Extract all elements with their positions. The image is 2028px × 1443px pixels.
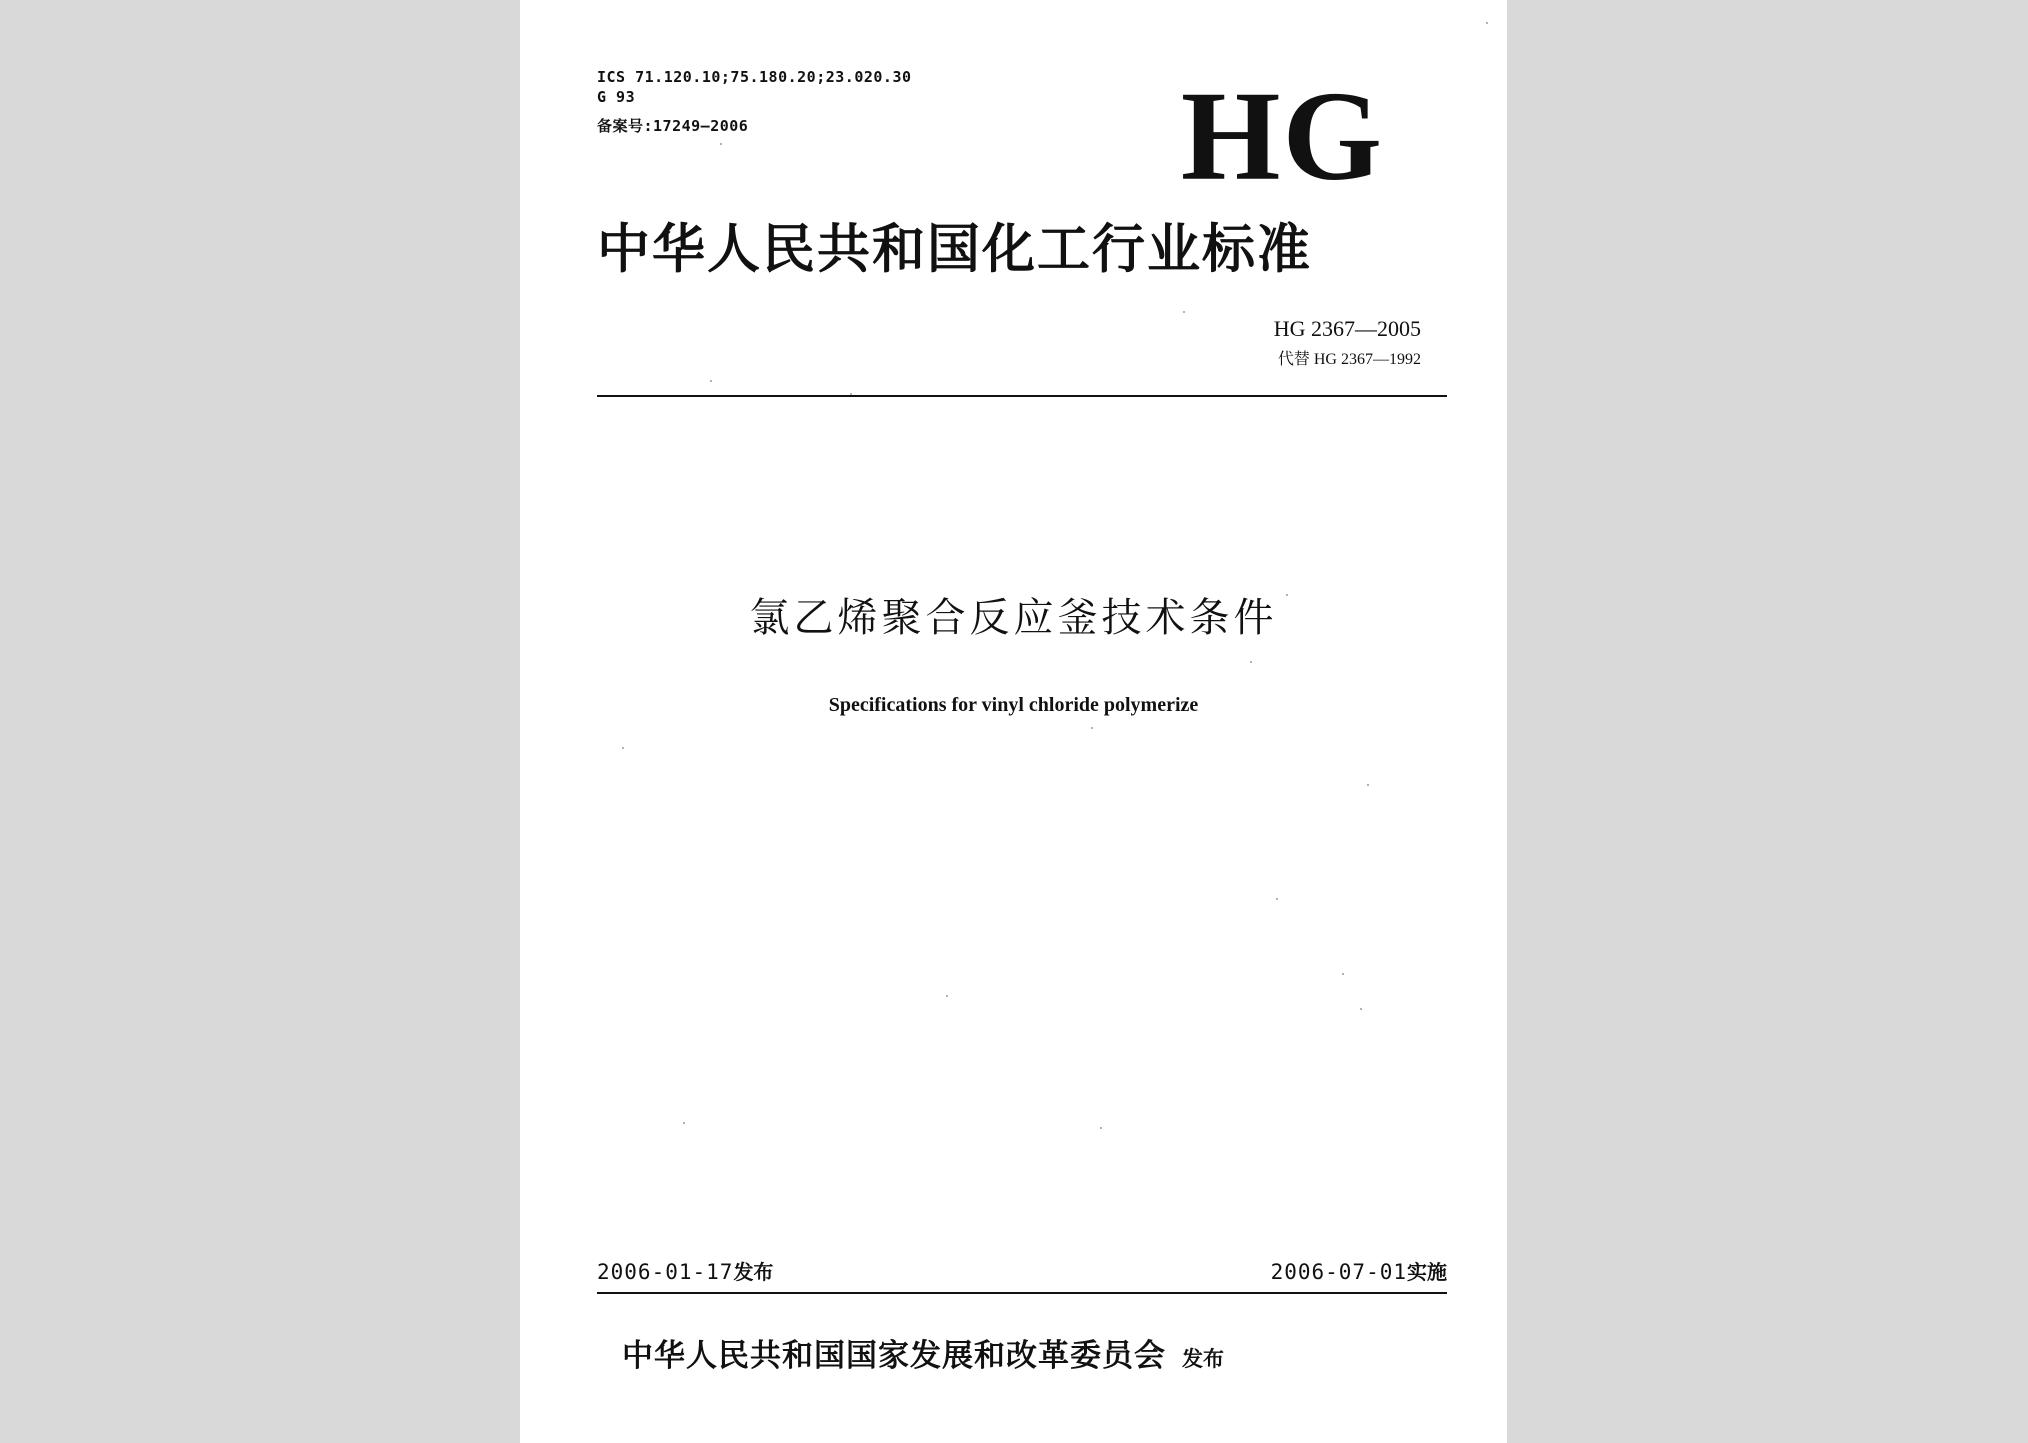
implementation-date-value: 2006-07-01: [1270, 1260, 1407, 1284]
ics-code: ICS 71.120.10;75.180.20;23.020.30: [597, 68, 912, 86]
publisher: [622, 1334, 1224, 1381]
standard-title: 中华人民共和国化工行业标准: [597, 219, 1312, 280]
record-number: 备案号:17249—2006: [597, 117, 749, 135]
classification-code: G 93: [597, 88, 636, 106]
scan-speck: [1183, 311, 1185, 313]
scan-speck: [1100, 1127, 1102, 1129]
document-title-cn: 氯乙烯聚合反应釜技术条件: [749, 595, 1278, 641]
scan-speck: [710, 380, 712, 382]
standard-code-mark: HG: [1180, 65, 1384, 207]
scan-speck: [1091, 727, 1093, 729]
issue-date: [597, 1258, 773, 1286]
scan-speck: [1486, 22, 1488, 24]
scan-speck: [1342, 973, 1344, 975]
scan-speck: [1250, 661, 1252, 663]
publish-label: 发布: [1182, 1347, 1224, 1371]
publisher-name: 中华人民共和国国家发展和改革委员会: [622, 1338, 1166, 1374]
standard-number: HG 2367—2005: [1273, 316, 1421, 341]
scan-speck: [720, 143, 722, 145]
header-divider: [597, 395, 1447, 397]
scan-speck: [1286, 594, 1288, 596]
footer-divider: [597, 1292, 1447, 1294]
replaces-standard: 代替 HG 2367—1992: [1277, 351, 1421, 368]
scan-speck: [622, 747, 624, 749]
document-page: [520, 0, 1507, 1443]
issue-date-value: 2006-01-17: [597, 1260, 734, 1284]
scan-speck: [683, 1122, 685, 1124]
scan-speck: [1360, 1008, 1362, 1010]
issue-date-label: 发布: [733, 1260, 774, 1284]
scan-speck: [1276, 898, 1278, 900]
scan-speck: [850, 393, 852, 395]
scan-speck: [1367, 784, 1369, 786]
implementation-date-label: 实施: [1407, 1260, 1447, 1284]
implementation-date: [1271, 1258, 1447, 1286]
scan-speck: [946, 995, 948, 997]
document-title-en: Specifications for vinyl chloride polymerize: [828, 694, 1199, 716]
